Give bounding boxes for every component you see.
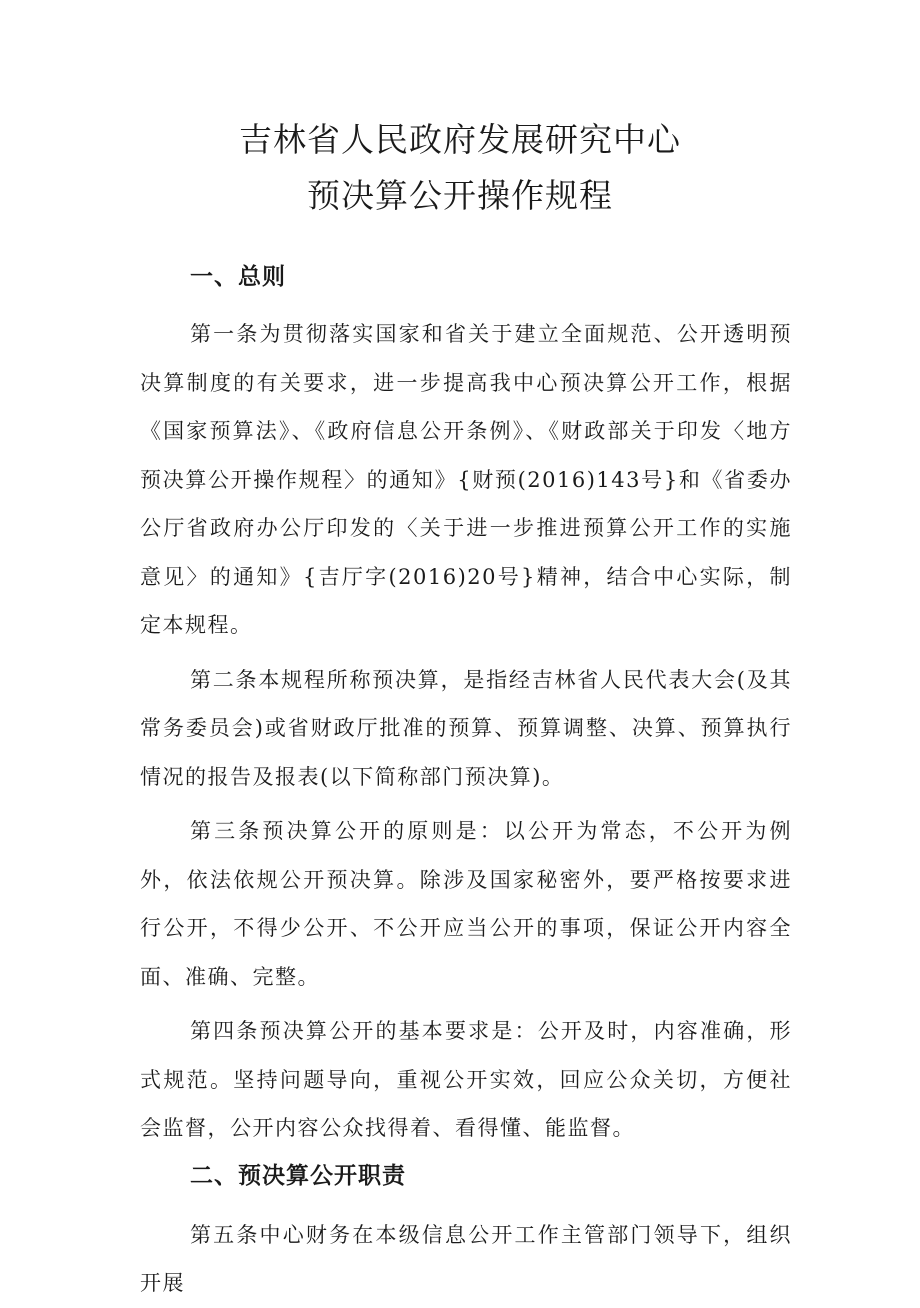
article-4: 第四条预决算公开的基本要求是：公开及时，内容准确，形式规范。坚持问题导向，重视公开实效，回应公众关切，方便社会监督，公开内容公众找得着、看得懂、能监督。 <box>140 1019 792 1140</box>
section-heading-general: 一、总则 <box>190 264 286 290</box>
section-heading-responsibilities: 二、预决算公开职责 <box>190 1162 406 1189</box>
article-5: 第五条中心财务在本级信息公开工作主管部门领导下，组织开展 <box>140 1222 792 1295</box>
document-title-line1: 吉林省人民政府发展研究中心 <box>239 120 681 159</box>
title-block <box>140 112 792 224</box>
document-title-line2: 预决算公开操作规程 <box>307 176 613 215</box>
article-3: 第三条预决算公开的原则是：以公开为常态，不公开为例外，依法依规公开预决算。除涉及国家秘密外，要严格按要求进行公开，不得少公开、不公开应当公开的事项，保证公开内容全面、准确、完整。 <box>140 819 792 989</box>
article-2: 第二条本规程所称预决算，是指经吉林省人民代表大会(及其常务委员会)或省财政厅批准的预算、预算调整、决算、预算执行情况的报告及报表(以下简称部门预决算)。 <box>140 667 792 789</box>
article-1: 第一条为贯彻落实国家和省关于建立全面规范、公开透明预决算制度的有关要求，进一步提高我中心预决算公开工作，根据《国家预算法》、《政府信息公开条例》、《财政部关于印发〈地方预决算公开操作规程〉的通知》{财预(2016)143号}和《省委办公厅省政府办公厅印发的〈关于进一步推进预算公开工作的实施意见〉的通知》{吉厅字(2016)20号}精神，结合中心实际，制定本规程。 <box>140 322 792 637</box>
